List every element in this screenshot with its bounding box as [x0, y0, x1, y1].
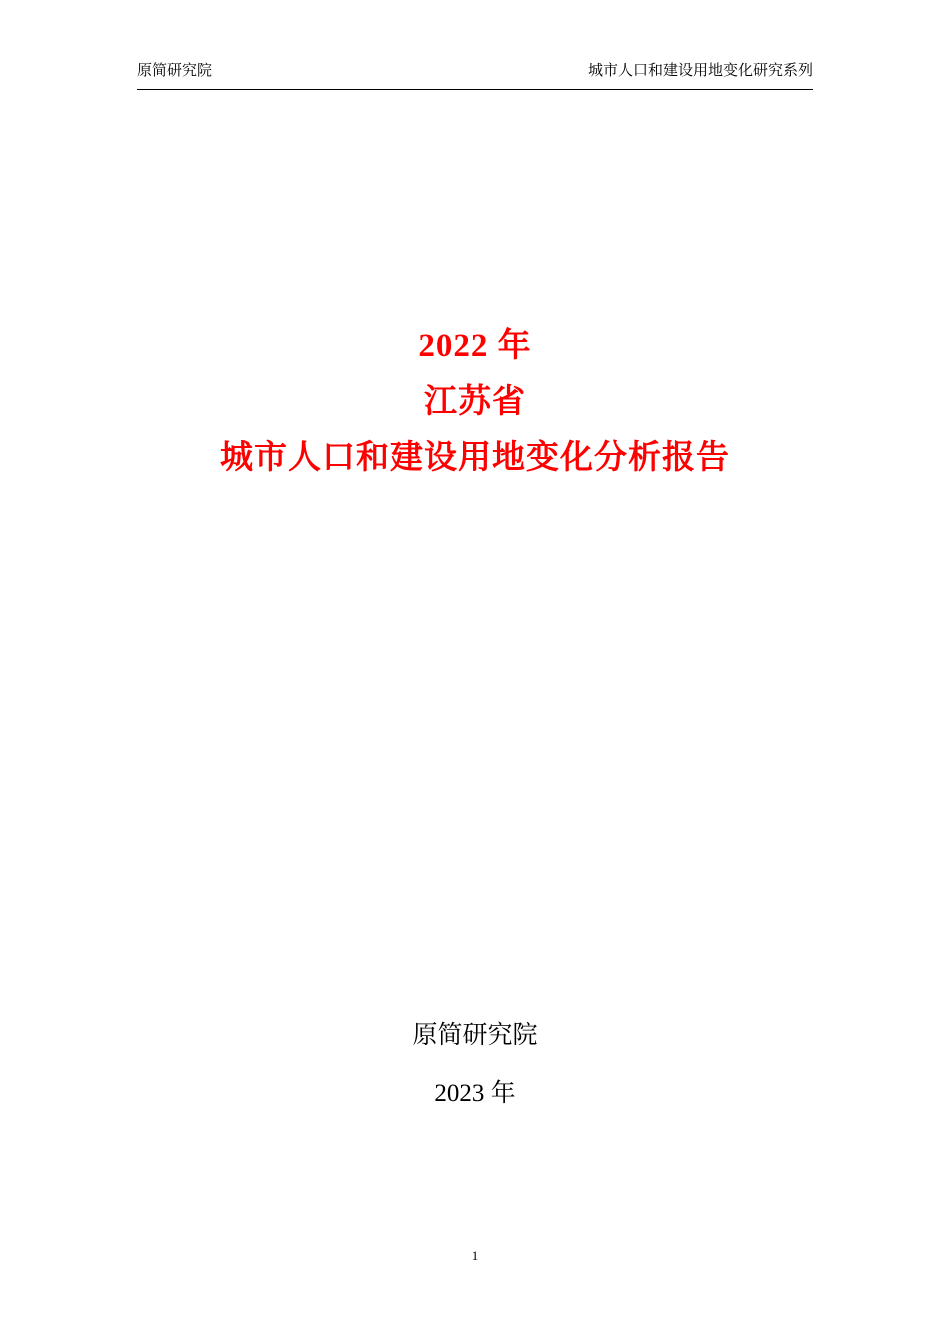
title-province: 江苏省 [424, 384, 526, 420]
page-header [137, 62, 813, 84]
report-title [0, 318, 950, 486]
publication-year: 2023 年 [434, 1080, 516, 1107]
header-institution: 原简研究院 [137, 63, 213, 79]
author-institution: 原简研究院 [412, 1022, 538, 1049]
header-divider [137, 89, 813, 90]
title-year: 2022 年 [418, 328, 532, 364]
title-subject: 城市人口和建设用地变化分析报告 [220, 440, 730, 476]
header-series-title: 城市人口和建设用地变化研究系列 [587, 63, 813, 79]
author-block [0, 1018, 950, 1112]
page-number: 1 [471, 1248, 479, 1263]
